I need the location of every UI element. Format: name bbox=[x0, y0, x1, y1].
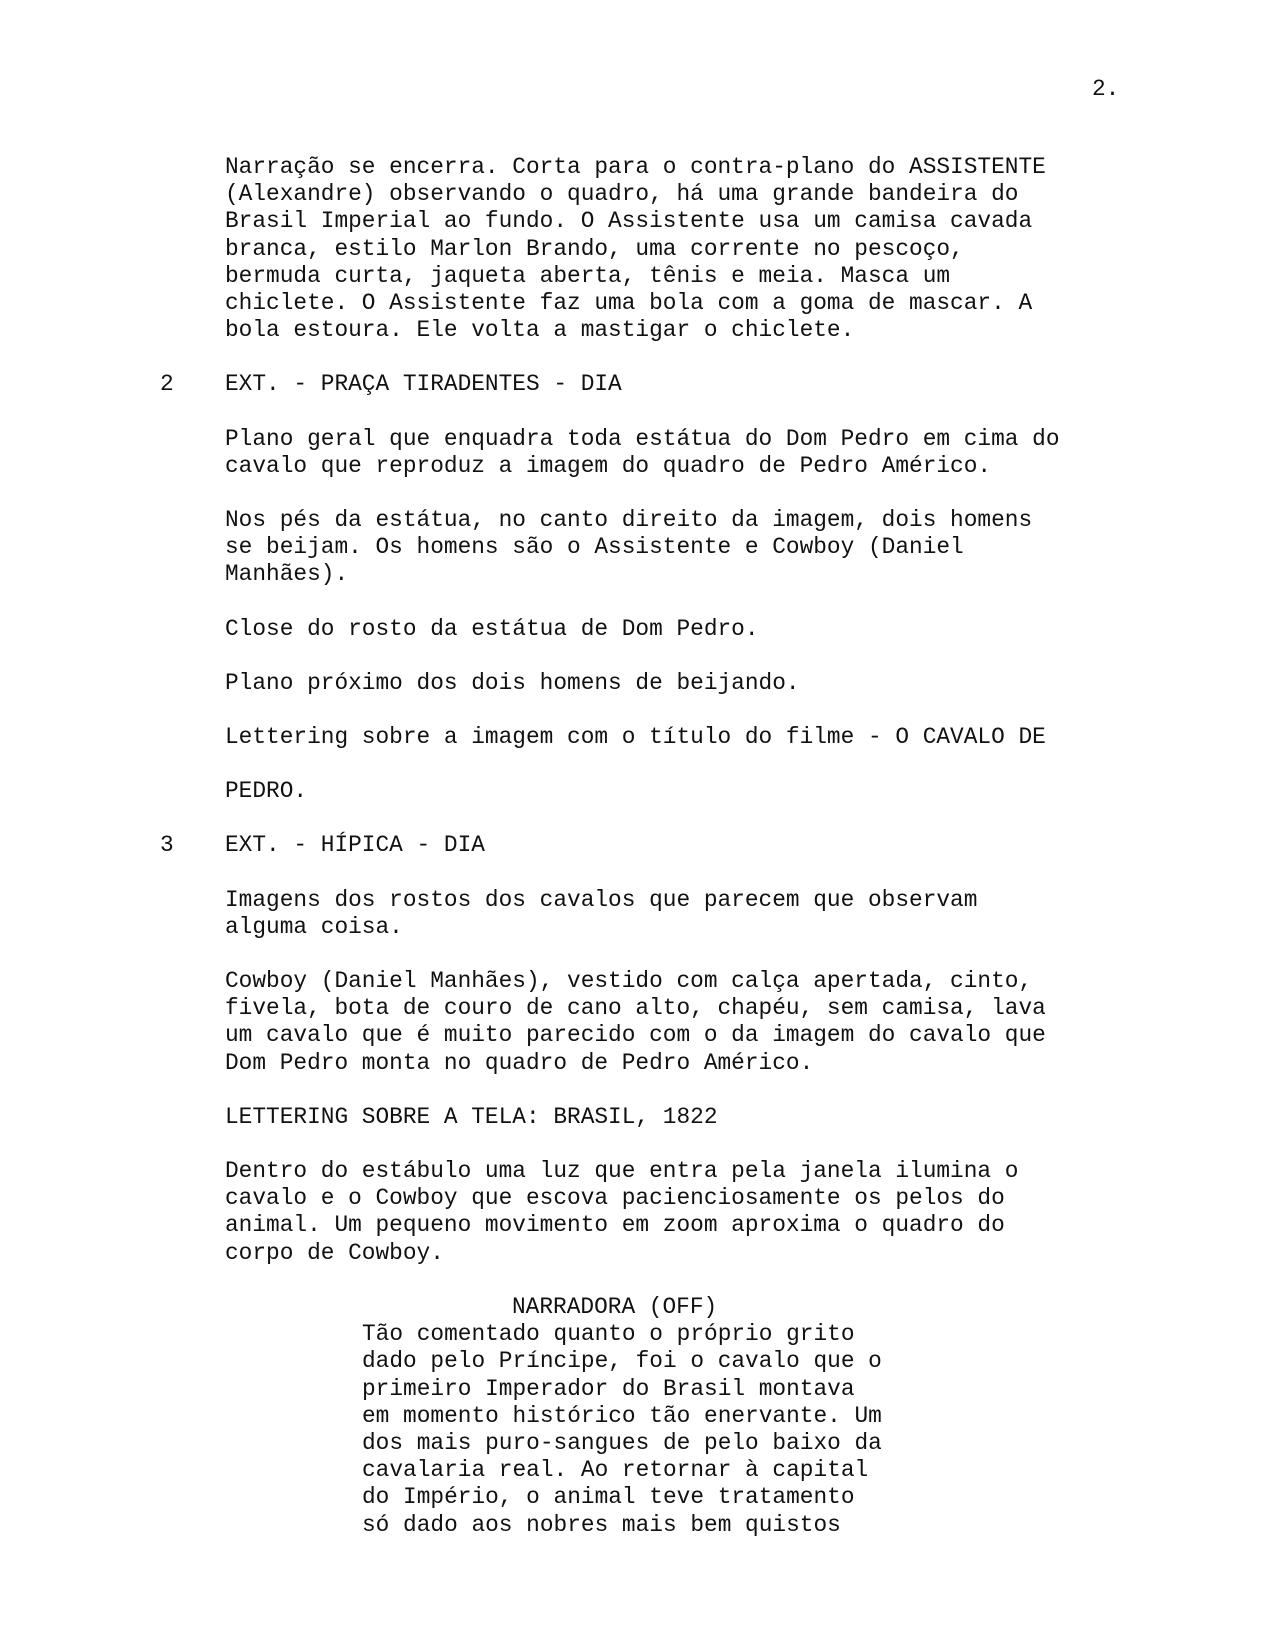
action-line: bermuda curta, jaqueta aberta, tênis e meia. Masca um bbox=[225, 262, 951, 289]
action-line: cavalo e o Cowboy que escova pacienciosamente os pelos do bbox=[225, 1185, 1005, 1212]
dialogue-text bbox=[362, 1321, 1275, 1539]
action-block bbox=[225, 507, 1275, 589]
action-line: Close do rosto da estátua de Dom Pedro. bbox=[225, 615, 759, 642]
action-line: Brasil Imperial ao fundo. O Assistente usa um camisa cavada bbox=[225, 208, 1033, 235]
scene-number: 2 bbox=[160, 371, 174, 398]
action-line: branca, estilo Marlon Brando, uma corrente no pescoço, bbox=[225, 235, 964, 262]
dialogue-line: primeiro Imperador do Brasil montava bbox=[362, 1375, 855, 1402]
action-block bbox=[225, 1158, 1275, 1267]
action-block bbox=[225, 670, 1275, 697]
dialogue-line: Tão comentado quanto o próprio grito bbox=[362, 1321, 855, 1348]
action-line: um cavalo que é muito parecido com o da imagem do cavalo que bbox=[225, 1022, 1046, 1049]
action-line: se beijam. Os homens são o Assistente e Cowboy (Daniel bbox=[225, 534, 964, 561]
action-block bbox=[225, 968, 1275, 1077]
dialogue-line: em momento histórico tão enervante. Um bbox=[362, 1402, 882, 1429]
action-line: Plano geral que enquadra toda estátua do Dom Pedro em cima do bbox=[225, 425, 1060, 452]
scene-heading-text: EXT. - PRAÇA TIRADENTES - DIA bbox=[225, 371, 622, 398]
action-line: Manhães). bbox=[225, 561, 349, 588]
action-line: corpo de Cowboy. bbox=[225, 1239, 444, 1266]
action-line: Plano próximo dos dois homens de beijando. bbox=[225, 669, 800, 696]
action-block bbox=[225, 724, 1275, 751]
dialogue-line: só dado aos nobres mais bem quistos bbox=[362, 1511, 841, 1538]
scene-heading bbox=[160, 371, 1275, 398]
character-cue bbox=[512, 1294, 1275, 1321]
action-block bbox=[225, 154, 1275, 344]
action-line: chiclete. O Assistente faz uma bola com a goma de mascar. A bbox=[225, 290, 1033, 317]
action-line: (Alexandre) observando o quadro, há uma grande bandeira do bbox=[225, 181, 1019, 208]
action-block bbox=[225, 778, 1275, 805]
action-line: alguma coisa. bbox=[225, 913, 403, 940]
action-line: cavalo que reproduz a imagem do quadro de Pedro Américo. bbox=[225, 452, 992, 479]
dialogue-line: dos mais puro-sangues de pelo baixo da bbox=[362, 1429, 882, 1456]
action-line: LETTERING SOBRE A TELA: BRASIL, 1822 bbox=[225, 1103, 718, 1130]
action-line: Narração se encerra. Corta para o contra-plano do ASSISTENTE bbox=[225, 154, 1046, 180]
action-block bbox=[225, 887, 1275, 941]
dialogue-line: cavalaria real. Ao retornar à capital bbox=[362, 1457, 869, 1484]
scene-heading-text: EXT. - HÍPICA - DIA bbox=[225, 832, 485, 859]
screenplay-body bbox=[0, 154, 1275, 1566]
action-line: Lettering sobre a imagem com o título do filme - O CAVALO DE bbox=[225, 724, 1046, 751]
action-line: Dentro do estábulo uma luz que entra pela janela ilumina o bbox=[225, 1158, 1019, 1185]
action-line: animal. Um pequeno movimento em zoom aproxima o quadro do bbox=[225, 1212, 1005, 1239]
scene-heading bbox=[160, 832, 1275, 859]
action-line: Cowboy (Daniel Manhães), vestido com calça apertada, cinto, bbox=[225, 968, 1033, 995]
scene-number: 3 bbox=[160, 832, 174, 859]
action-line: Imagens dos rostos dos cavalos que parecem que observam bbox=[225, 886, 978, 913]
page-number: 2. bbox=[1092, 76, 1120, 102]
action-line: bola estoura. Ele volta a mastigar o chiclete. bbox=[225, 317, 855, 344]
action-block bbox=[225, 426, 1275, 480]
action-line: PEDRO. bbox=[225, 778, 308, 805]
action-line: fivela, bota de couro de cano alto, chapéu, sem camisa, lava bbox=[225, 995, 1046, 1022]
action-block bbox=[225, 616, 1275, 643]
action-block bbox=[225, 1104, 1275, 1131]
action-line: Nos pés da estátua, no canto direito da imagem, dois homens bbox=[225, 507, 1033, 534]
dialogue-line: do Império, o animal teve tratamento bbox=[362, 1484, 855, 1511]
dialogue-line: dado pelo Príncipe, foi o cavalo que o bbox=[362, 1348, 882, 1375]
dialogue-block bbox=[0, 1294, 1275, 1539]
action-line: Dom Pedro monta no quadro de Pedro Américo. bbox=[225, 1049, 814, 1076]
character-name: NARRADORA (OFF) bbox=[512, 1293, 718, 1320]
